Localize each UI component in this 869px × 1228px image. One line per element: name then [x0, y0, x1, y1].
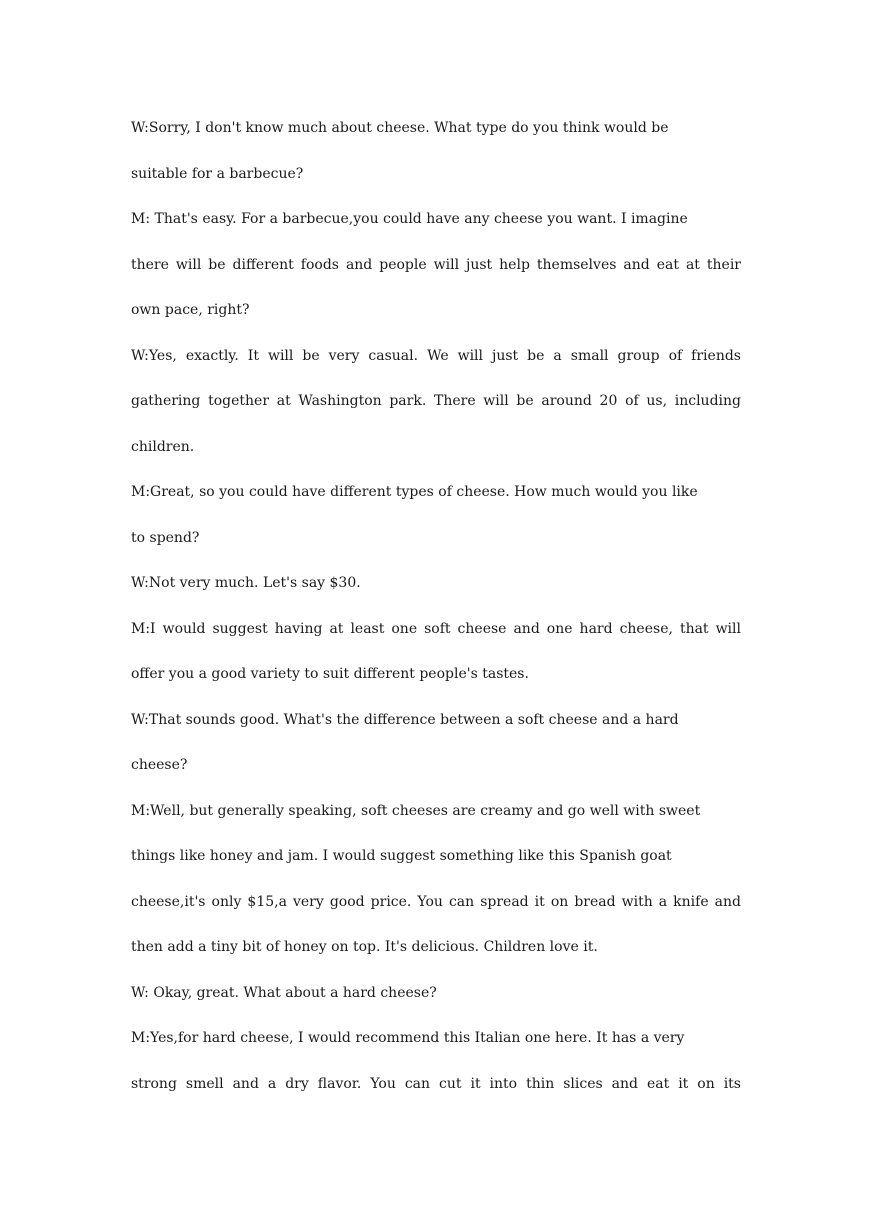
text-line: things like honey and jam. I would suggest something like this Spanish goat — [131, 848, 672, 864]
text-line: M:Great, so you could have different types of cheese. How much would you like — [131, 484, 698, 500]
text-line: then add a tiny bit of honey on top. It's delicious. Children love it. — [131, 939, 598, 955]
text-line: W:That sounds good. What's the difference between a soft cheese and a hard — [131, 711, 679, 728]
text-line: own pace, right? — [131, 302, 250, 318]
text-line: M: That's easy. For a barbecue,you could have any cheese you want. I imagine — [131, 211, 688, 227]
text-line: cheese,it's only $15,a very good price. You can spread it on bread with a knife and — [131, 893, 741, 910]
text-line: offer you a good variety to suit different people's tastes. — [131, 666, 529, 682]
text-line: W: Okay, great. What about a hard cheese? — [131, 984, 437, 1001]
text-line: M:I would suggest having at least one soft cheese and one hard cheese, that will — [131, 620, 741, 637]
text-line: there will be different foods and people will just help themselves and eat at their — [131, 256, 741, 273]
text-line: to spend? — [131, 529, 200, 546]
text-line: cheese? — [131, 757, 188, 773]
text-line: W:Yes, exactly. It will be very casual. We will just be a small group of friends — [131, 347, 741, 364]
text-line: children. — [131, 438, 195, 455]
text-line: W:Not very much. Let's say $30. — [131, 575, 361, 591]
text-line: strong smell and a dry flavor. You can cut it into thin slices and eat it on its — [131, 1075, 741, 1092]
text-line: W:Sorry, I don't know much about cheese. What type do you think would be — [131, 120, 669, 136]
text-line: gathering together at Washington park. There will be around 20 of us, including — [131, 393, 741, 409]
text-line: M:Yes,for hard cheese, I would recommend this Italian one here. It has a very — [131, 1030, 685, 1046]
text-line: suitable for a barbecue? — [131, 165, 304, 182]
text-line: M:Well, but generally speaking, soft cheeses are creamy and go well with sweet — [131, 802, 701, 819]
dialogue-text — [131, 117, 741, 1118]
